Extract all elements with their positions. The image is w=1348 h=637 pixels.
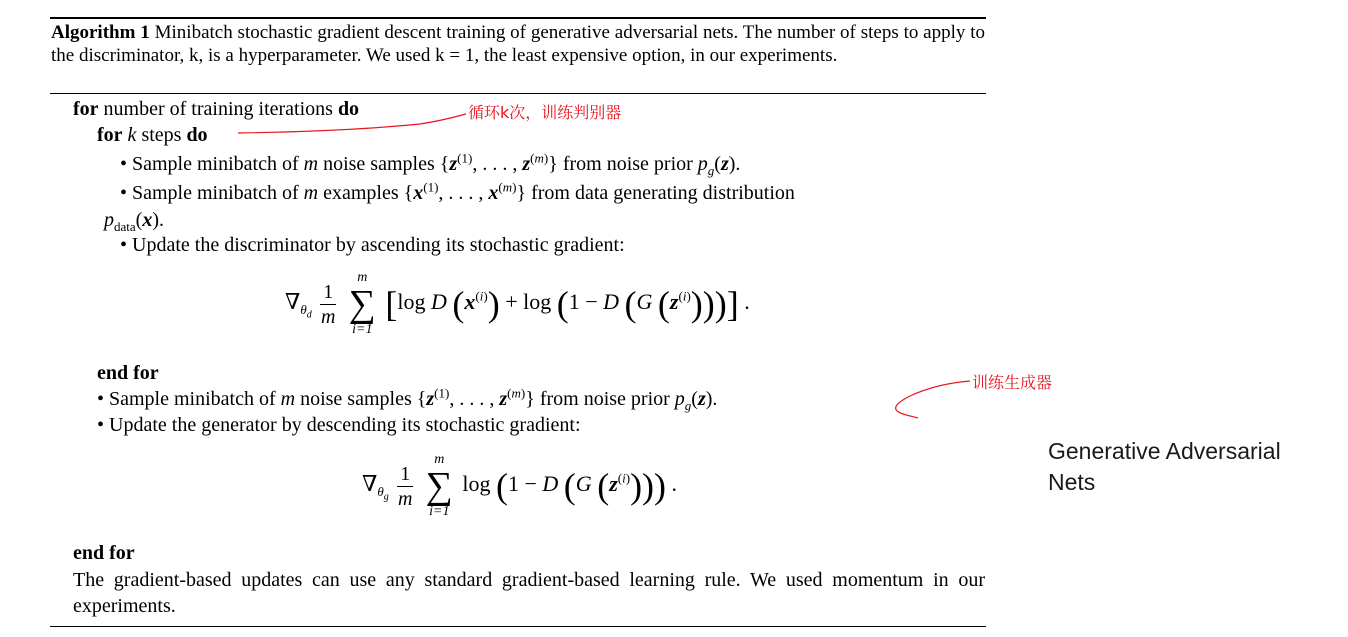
- do-keyword: do: [186, 124, 208, 146]
- pdata-term: $p_{data}(x)$.: [104, 209, 164, 234]
- do-keyword: do: [337, 98, 360, 120]
- bullet-text: • Sample minibatch of: [120, 153, 299, 175]
- bullet-text: examples: [323, 182, 399, 204]
- bullet-text: • Sample minibatch of: [97, 388, 276, 410]
- bullet-text: from data generating distribution: [531, 182, 795, 204]
- outer-bullet-noise: • Sample minibatch of m noise samples {$z^{(1)}$, . . . , $z^{(m)}$} from noise prior $p_g(z)$.: [97, 385, 718, 413]
- inner-end-for: end for: [97, 362, 159, 384]
- inner-bullet-noise: • Sample minibatch of m noise samples {$z^{(1)}$, . . . , $z^{(m)}$} from noise prior $p_g(z)$.: [120, 150, 741, 178]
- discriminator-equation: $\nabla_{\theta_d}$ $\frac{1}{m}$ m ∑ i=1 [log D $(x^{(i)}) + \log (1 - D$ (G $(z^{(i)})$))] .: [285, 270, 750, 337]
- outer-end-for: end for: [73, 542, 135, 564]
- bullet-text: noise samples: [300, 388, 412, 410]
- for-keyword: for: [73, 98, 99, 120]
- for-keyword: for: [97, 124, 123, 146]
- bullet-text: • Update the discriminator by ascending its stochastic gradient:: [120, 234, 625, 256]
- algorithm-caption-text: Minibatch stochastic gradient descent training of generative adversarial nets. The number of steps to apply to the discriminator, k, is a hyperparameter. We used k = 1, the least expensive option, in our experiments.: [51, 22, 986, 66]
- bullet-text: from noise prior: [562, 153, 693, 175]
- footer-paragraph: The gradient-based updates can use any standard gradient-based learning rule. We used momentum in our experiments.: [73, 569, 985, 617]
- bullet-text: • Update the generator by descending its stochastic gradient:: [97, 414, 581, 436]
- inner-for-text: steps: [141, 124, 182, 146]
- annotation-discriminator-note: 循环k次，训练判别器: [468, 103, 622, 122]
- bullet-text: from noise prior: [539, 388, 670, 410]
- annotation-stroke-generator: [896, 381, 970, 418]
- bullet-text: • Sample minibatch of: [120, 182, 299, 204]
- annotation-stroke-discriminator: [238, 114, 466, 133]
- side-note: [1048, 436, 1338, 498]
- k-variable: k: [127, 124, 137, 146]
- annotation-generator-note: 训练生成器: [972, 373, 1053, 392]
- side-note-line1: Generative Adversarial: [1048, 438, 1281, 464]
- algorithm-label: Algorithm 1: [51, 22, 150, 43]
- outer-for-text: number of training iterations: [103, 98, 333, 120]
- inner-bullet-examples: • Sample minibatch of m examples {$x^{(1)}$, . . . , $x^{(m)}$} from data generating distribution: [120, 179, 795, 204]
- generator-equation: $\nabla_{\theta_g}$ $\frac{1}{m}$ m ∑ i=1 log (1 − D (G $(z^{(i)})$)) .: [362, 452, 678, 519]
- bullet-text: noise samples: [323, 153, 435, 175]
- side-note-line2: Nets: [1048, 469, 1096, 495]
